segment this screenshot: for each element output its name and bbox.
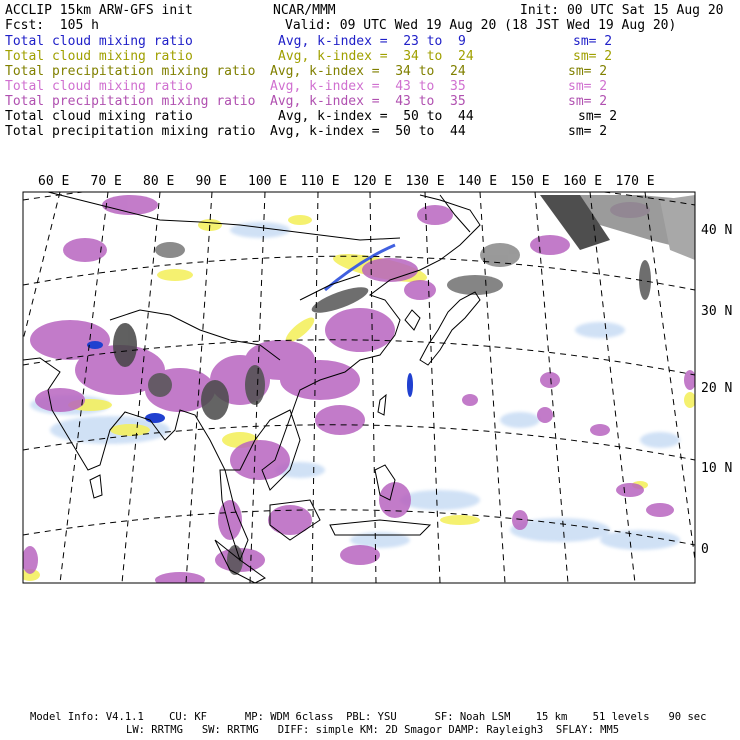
legend-stat: Avg, k-index = 34 to 24 [278,49,474,64]
organization: NCAR/MMM [273,3,336,18]
lat-label: 30 N [701,304,733,319]
latitude-labels [701,223,732,557]
legend-field: Total precipitation mixing ratio [5,94,256,109]
model-info-line1: Model Info: V4.1.1 CU: KF MP: WDM 6class PBL: YSU SF: Noah LSM 15 km 51 levels 90 sec [30,711,707,723]
lon-label: 70 E [90,174,122,189]
legend-sm: sm= 2 [568,79,608,94]
lat-label: 20 N [701,381,733,396]
legend-field: Total cloud mixing ratio [5,34,193,49]
init-time: Init: 00 UTC Sat 15 Aug 20 [520,3,724,18]
legend-stat: Avg, k-index = 50 to 44 [278,109,474,124]
forecast-hour: Fcst: 105 h [5,18,99,33]
valid-time: Valid: 09 UTC Wed 19 Aug 20 (18 JST Wed 19 Aug 20) [285,18,677,33]
lon-label: 90 E [195,174,227,189]
legend-sm: sm= 2 [578,109,618,124]
lat-label: 10 N [701,461,733,476]
lon-label: 130 E [405,174,445,189]
legend-sm: sm= 2 [568,64,608,79]
lon-label: 160 E [563,174,603,189]
legend-stat: Avg, k-index = 43 to 35 [270,79,466,94]
lon-label: 150 E [510,174,550,189]
plot-title: ACCLIP 15km ARW-GFS init [5,3,193,18]
longitude-labels [38,174,655,189]
legend-sm: sm= 2 [573,34,613,49]
legend-sm: sm= 2 [573,49,613,64]
legend-field: Total precipitation mixing ratio [5,64,256,79]
lon-label: 140 E [458,174,498,189]
lat-label: 0 [701,542,709,557]
lon-label: 120 E [353,174,393,189]
legend-sm: sm= 2 [568,94,608,109]
legend-field: Total cloud mixing ratio [5,49,193,64]
lon-label: 60 E [38,174,70,189]
legend-stat: Avg, k-index = 34 to 24 [270,64,466,79]
lon-label: 100 E [248,174,288,189]
model-info-line2: LW: RRTMG SW: RRTMG DIFF: simple KM: 2D Smagor DAMP: Rayleigh3 SFLAY: MM5 [126,724,620,736]
lon-label: 80 E [143,174,175,189]
legend-field: Total cloud mixing ratio [5,109,193,124]
lat-label: 40 N [701,223,733,238]
legend-stat: Avg, k-index = 43 to 35 [270,94,466,109]
lon-label: 170 E [615,174,655,189]
legend-field: Total cloud mixing ratio [5,79,193,94]
legend-stat: Avg, k-index = 50 to 44 [270,124,466,139]
legend-stat: Avg, k-index = 23 to 9 [278,34,466,49]
legend-sm: sm= 2 [568,124,608,139]
lon-label: 110 E [300,174,340,189]
legend-field: Total precipitation mixing ratio [5,124,256,139]
